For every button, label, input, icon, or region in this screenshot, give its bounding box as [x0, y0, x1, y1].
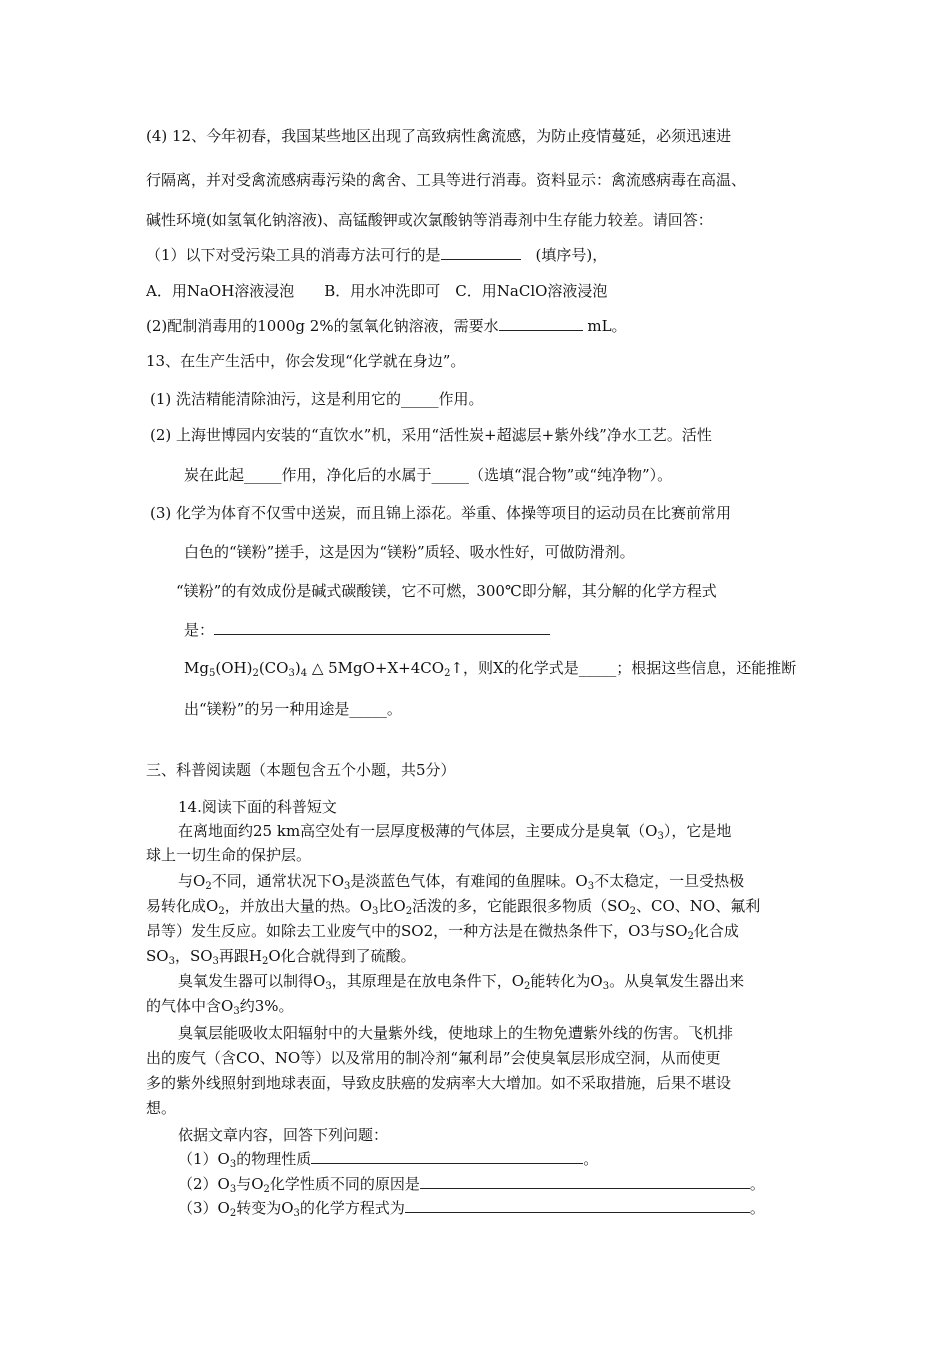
q12-line-1: (4) 12、今年初春，我国某些地区出现了高致病性禽流感，为防止疫情蔓延，必须迅速进	[146, 127, 732, 145]
q13-part-2-line-2: 炭在此起_____作用，净化后的水属于_____（选填“混合物”或“纯净物”）。	[184, 466, 673, 484]
q12-part-1	[146, 245, 607, 265]
answer-intro: 依据文章内容，回答下列问题：	[178, 1126, 389, 1144]
q13-part-3-line-2: 白色的“镁粉”搓手，这是因为“镁粉”质轻、吸水性好，可做防滑剂。	[184, 543, 635, 561]
q12-part-2	[146, 316, 627, 336]
answer-blank[interactable]	[311, 1149, 583, 1164]
q13-part-3-line-3: “镁粉”的有效成份是碱式碳酸镁，它不可燃，300℃即分解，其分解的化学方程式	[176, 582, 717, 600]
q12-part-2-prefix: (2)配制消毒用的1000g 2%的氢氧化钠溶液，需要水	[146, 317, 499, 335]
q12-line-3: 碱性环境(如氢氧化钠溶液)、高锰酸钾或次氯酸钠等消毒剂中生存能力较差。请回答：	[146, 211, 713, 229]
passage-para-2-line-1: 与$O_2$不同，通常状况下$O_3$是淡蓝色气体，有难闻的鱼腥味。$O_3$不太稳定，一旦受热极	[178, 872, 745, 892]
q13-part-3-line-4	[184, 620, 550, 640]
equation-question: ，则X的化学式是_____；根据这些信息，还能推断	[463, 659, 797, 677]
passage-para-4-line-4: 想。	[146, 1099, 177, 1117]
passage-para-4-line-1: 臭氧层能吸收太阳辐射中的大量紫外线，使地球上的生物免遭紫外线的伤害。飞机排	[178, 1024, 734, 1042]
passage-para-3-line-1: 臭氧发生器可以制得$O_3$，其原理是在放电条件下，$O_2$能转化为$O_3$。从臭氧发生器出来	[178, 972, 745, 992]
q13-part-2-line-1: (2) 上海世博园内安装的“直饮水”机，采用“活性炭+超滤层+紫外线”净水工艺。活性	[150, 426, 712, 444]
q14-part-1: $(1)O_3$的物理性质 。	[178, 1150, 599, 1170]
q13-part-1: (1) 洗洁精能清除油污，这是利用它的_____作用。	[150, 390, 484, 408]
passage-para-2-line-3: 昂等）发生反应。如除去工业废气中的SO2，一种方法是在微热条件下，O3与$SO_2$化合成	[146, 922, 739, 942]
answer-blank[interactable]	[420, 1174, 750, 1189]
q14-part-3: $(3)O_2$转变为$O_3$的化学方程式为 。	[178, 1199, 765, 1219]
q13-equation-line	[184, 658, 796, 678]
passage-para-1-line-2: 球上一切生命的保护层。	[146, 846, 312, 864]
answer-blank[interactable]	[214, 620, 550, 635]
answer-blank[interactable]	[499, 316, 583, 331]
q14-title: 14.阅读下面的科普短文	[178, 798, 337, 816]
q12-options: A．用NaOH溶液浸泡 B．用水冲洗即可 C．用NaClO溶液浸泡	[146, 282, 608, 300]
answer-blank[interactable]	[405, 1198, 750, 1213]
passage-para-2-line-2: 易转化成$O_2$，并放出大量的热。$O_3$比$O_2$活泼的多，它能跟很多物质（$SO_2$、CO、NO、氟利	[146, 897, 761, 917]
q13-title: 13、在生产生活中，你会发现“化学就在身边”。	[146, 352, 466, 370]
q13-part-3-line-6: 出“镁粉”的另一种用途是_____。	[184, 700, 402, 718]
q12-part-2-suffix: mL。	[582, 317, 627, 335]
q13-part-3-line-1: (3) 化学为体育不仅雪中送炭，而且锦上添花。举重、体操等项目的运动员在比赛前常用	[150, 504, 732, 522]
passage-para-4-line-3: 多的紫外线照射到地球表面，导致皮肤癌的发病率大大增加。如不采取措施，后果不堪设	[146, 1074, 732, 1092]
passage-para-3-line-2: 的气体中含$O_3$约3%。	[146, 997, 294, 1017]
equation-label: 是：	[184, 621, 215, 639]
q12-part-1-suffix: (填序号)，	[520, 246, 608, 264]
q12-line-2: 行隔离，并对受禽流感病毒污染的禽舍、工具等进行消毒。资料显示：禽流感病毒在高温、	[146, 171, 747, 189]
q12-part-1-prefix: （1）以下对受污染工具的消毒方法可行的是	[146, 246, 441, 264]
answer-blank[interactable]	[441, 245, 521, 260]
q14-part-2: $(2)O_3$与$O_2$化学性质不同的原因是 。	[178, 1175, 765, 1195]
passage-para-4-line-2: 出的废气（含CO、NO等）以及常用的制冷剂“氟利昂”会使臭氧层形成空洞，从而使更	[146, 1049, 721, 1067]
decomposition-equation: $Mg_5(OH)_2(CO_3)_4$ △ $5MgO+X+4CO_2↑$	[184, 659, 464, 679]
section-3-heading: 三、科普阅读题（本题包含五个小题，共5分）	[146, 761, 456, 779]
passage-para-1-line-1: 在离地面约25 km高空处有一层厚度极薄的气体层，主要成分是臭氧$(O_3)$，它是地	[178, 822, 732, 842]
passage-para-2-line-4: $SO_3$，$SO_3$再跟$H_2O$化合就得到了硫酸。	[146, 947, 416, 967]
